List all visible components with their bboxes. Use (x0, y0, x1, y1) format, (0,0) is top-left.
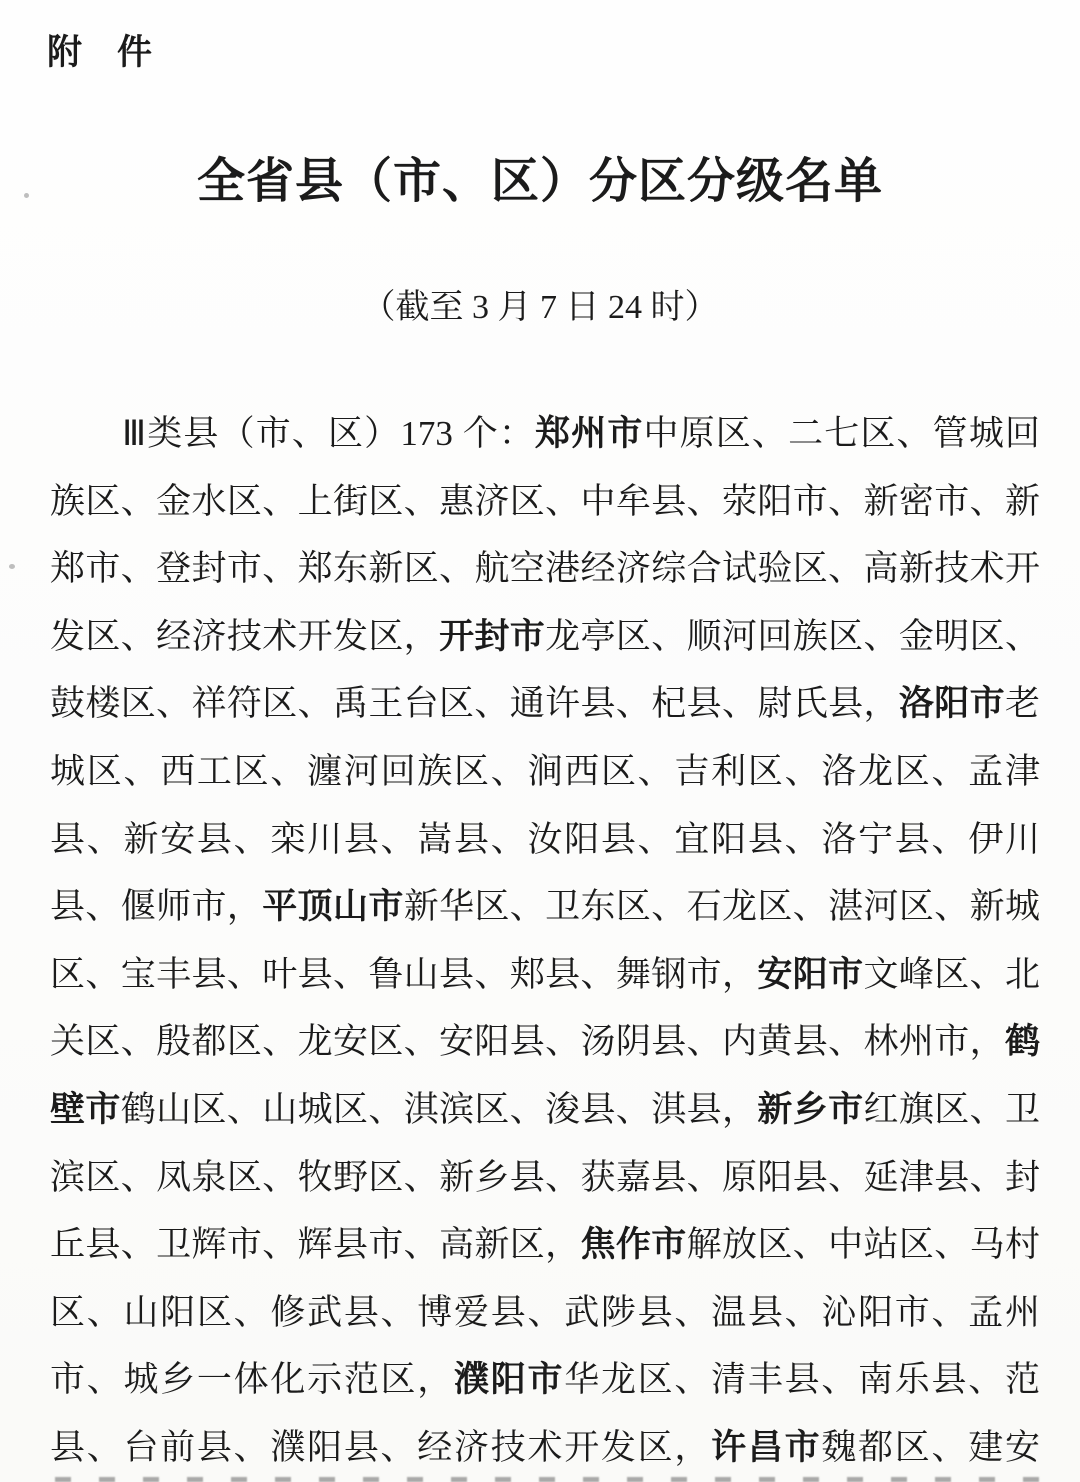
text-line (50, 738, 1040, 806)
text-segment: 丘县、卫辉市、辉县市、高新区， (50, 1225, 581, 1265)
text-segment: 老 (1004, 684, 1040, 724)
city-name-bold: 郑州市 (535, 414, 644, 453)
city-name-bold: 许昌市 (711, 1427, 822, 1467)
text-line (50, 1211, 1040, 1279)
city-name-bold: 焦作市 (580, 1225, 687, 1265)
text-segment: 解放区、中站区、马村 (686, 1225, 1040, 1265)
text-segment: 关区、殷都区、龙安区、安阳县、汤阴县、内黄县、林州市， (50, 1022, 1005, 1062)
page-subtitle: （截至 3 月 7 日 24 时） (361, 289, 719, 326)
text-segment: 魏都区、建安 (821, 1427, 1040, 1467)
text-line (50, 670, 1040, 738)
text-line (50, 400, 1040, 468)
text-segment: 族区、金水区、上街区、惠济区、中牟县、荥阳市、新密市、新 (50, 481, 1040, 521)
text-line (50, 1414, 1040, 1482)
text-segment: 龙亭区、顺河回族区、金明区、 (545, 616, 1040, 656)
text-segment: 滨区、凤泉区、牧野区、新乡县、获嘉县、原阳县、延津县、封 (50, 1157, 1040, 1197)
scan-speck (24, 193, 29, 198)
text-segment: 市、城乡一体化示范区， (50, 1360, 455, 1400)
city-name-bold: 开封市 (439, 616, 546, 656)
text-line (50, 1008, 1040, 1076)
text-line (50, 1144, 1040, 1212)
text-line (50, 535, 1040, 603)
text-segment: 红旗区、卫 (863, 1089, 1040, 1129)
text-line (50, 806, 1040, 874)
text-line (50, 941, 1040, 1009)
text-segment: 中原区、二七区、管城回 (643, 414, 1040, 453)
text-line (50, 1346, 1040, 1414)
scan-artifact-bottom-cutoff-line (55, 1477, 1042, 1482)
text-line (50, 873, 1040, 941)
text-segment: 区、山阳区、修武县、博爱县、武陟县、温县、沁阳市、孟州 (50, 1292, 1040, 1332)
attachment-label: 附 件 (47, 33, 153, 72)
text-segment: 县、偃师市， (50, 887, 263, 927)
text-segment: 鼓楼区、祥符区、禹王台区、通许县、杞县、尉氏县， (50, 684, 899, 724)
text-segment: 文峰区、北 (863, 954, 1040, 994)
city-name-bold: 安阳市 (757, 954, 864, 994)
text-segment: 县、新安县、栾川县、嵩县、汝阳县、宜阳县、洛宁县、伊川 (50, 819, 1040, 859)
text-segment: 郑市、登封市、郑东新区、航空港经济综合试验区、高新技术开 (50, 549, 1040, 589)
text-line (50, 603, 1040, 671)
text-segment: 县、台前县、濮阳县、经济技术开发区， (50, 1427, 712, 1467)
text-segment: 华龙区、清丰县、南乐县、范 (564, 1360, 1040, 1400)
text-line (50, 1076, 1040, 1144)
city-name-bold: 壁市 (50, 1089, 121, 1129)
text-line (50, 468, 1040, 536)
text-segment: 发区、经济技术开发区， (50, 616, 440, 656)
text-line (50, 1279, 1040, 1347)
text-segment: 鹤山区、山城区、淇滨区、浚县、淇县， (120, 1089, 758, 1129)
text-segment: 城区、西工区、瀍河回族区、涧西区、吉利区、洛龙区、孟津 (50, 751, 1040, 791)
body-paragraph (50, 400, 1040, 1482)
text-segment: 区、宝丰县、叶县、鲁山县、郏县、舞钢市， (50, 954, 758, 994)
text-segment: 新华区、卫东区、石龙区、湛河区、新城 (403, 887, 1040, 927)
city-name-bold: 新乡市 (757, 1089, 864, 1129)
city-name-bold: 平顶山市 (262, 887, 404, 927)
text-segment: Ⅲ类县（市、区）173 个： (122, 414, 536, 453)
city-name-bold: 濮阳市 (454, 1360, 565, 1400)
city-name-bold: 鹤 (1004, 1022, 1040, 1062)
city-name-bold: 洛阳市 (898, 684, 1005, 724)
scan-speck (9, 564, 15, 569)
page-title: 全省县（市、区）分区分级名单 (196, 155, 883, 208)
